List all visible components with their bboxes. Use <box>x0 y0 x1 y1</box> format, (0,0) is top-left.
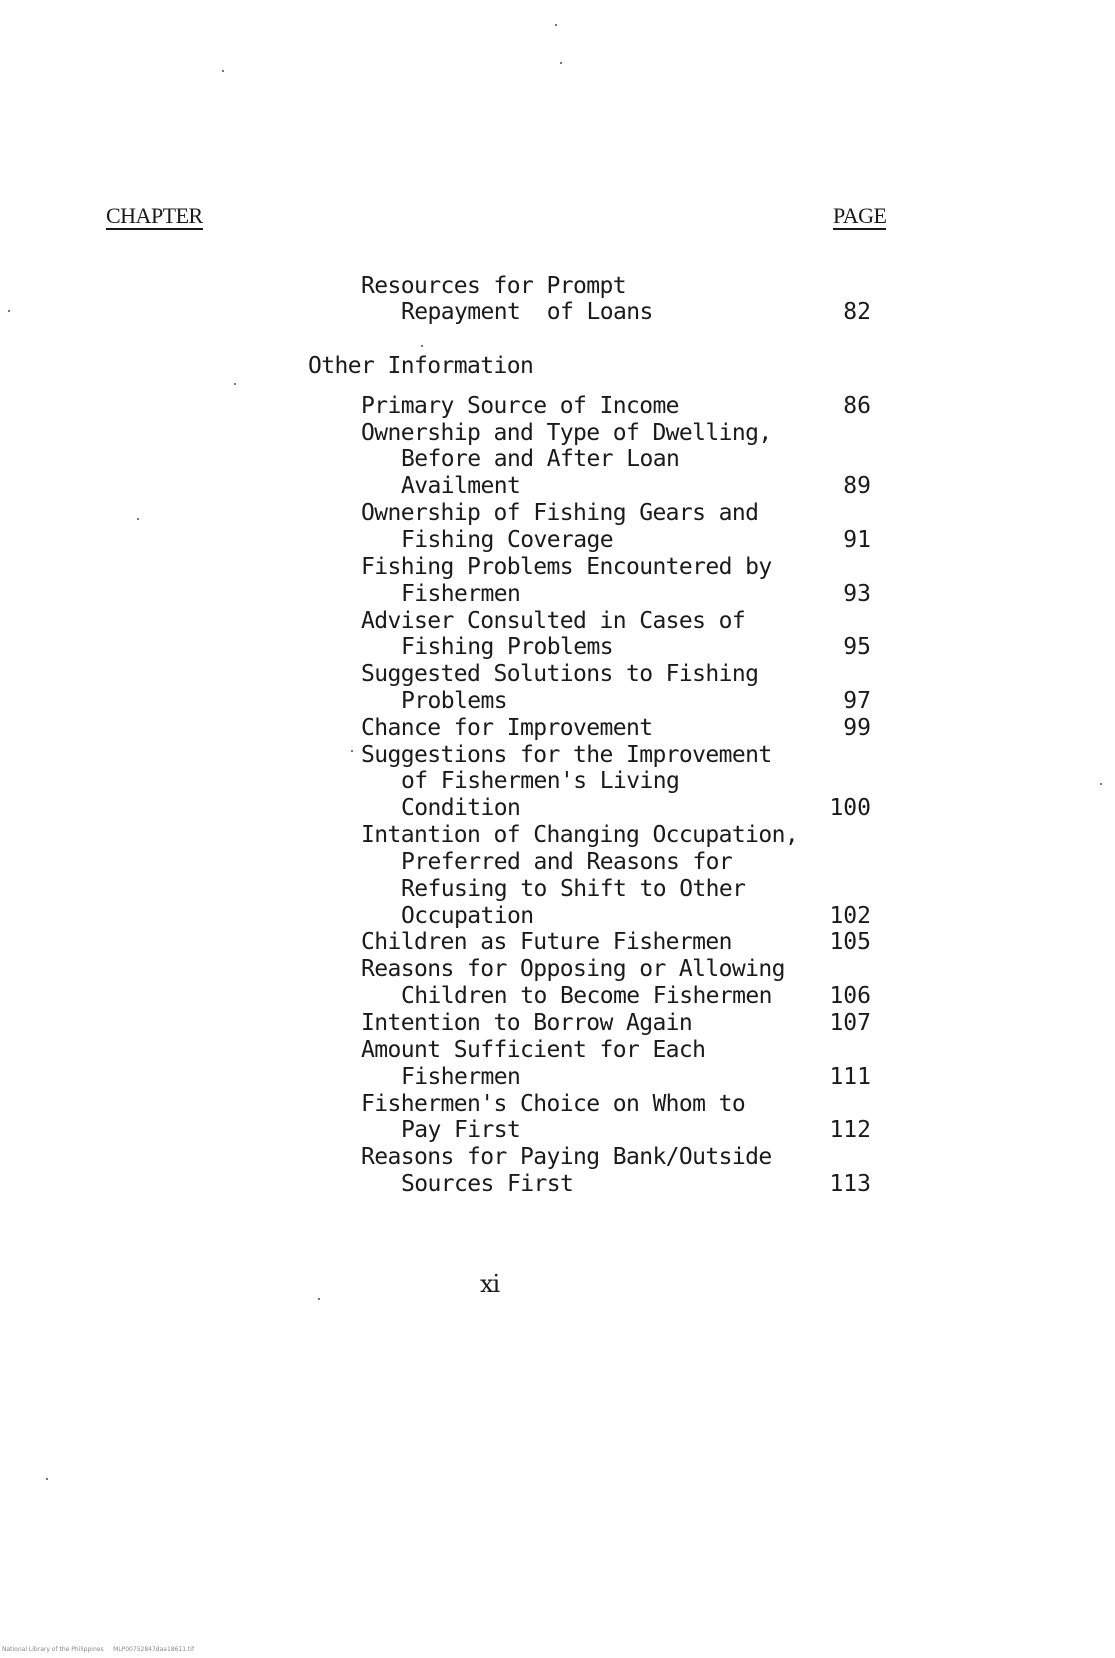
toc-entry-text: Occupation <box>401 903 534 929</box>
scan-speck <box>1100 783 1102 785</box>
toc-page-number: 97 <box>843 688 871 714</box>
toc-entry-text: Refusing to Shift to Other <box>401 876 746 902</box>
scan-speck <box>555 24 557 26</box>
toc-entry-text: Fishing Problems Encountered by <box>361 554 772 580</box>
scan-speck <box>8 310 10 312</box>
toc-entry-text: Children as Future Fishermen <box>361 929 732 955</box>
scan-speck <box>234 383 236 385</box>
toc-page-number: 82 <box>843 299 871 325</box>
toc-entry-text: Fishermen's Choice on Whom to <box>361 1091 746 1117</box>
toc-page-number: 107 <box>829 1010 871 1036</box>
toc-entry-text: Intention to Borrow Again <box>361 1010 693 1036</box>
chapter-column-header: CHAPTER <box>106 203 203 228</box>
toc-page-number: 105 <box>829 929 871 955</box>
toc-entry-text: Condition <box>401 795 521 821</box>
scan-source-caption: National Library of the Philippines MLP00752847daa18611.tif <box>2 1646 195 1653</box>
toc-entry-text: Problems <box>401 688 507 714</box>
scan-speck <box>222 70 224 72</box>
toc-entry-text: Suggestions for the Improvement <box>361 742 772 768</box>
toc-page-number: 93 <box>843 581 871 607</box>
toc-entry-text: Chance for Improvement <box>361 715 653 741</box>
toc-entry-text: Suggested Solutions to Fishing <box>361 661 759 687</box>
toc-entry-text: Pay First <box>401 1117 521 1143</box>
scan-speck <box>137 518 139 520</box>
toc-entry-text: Preferred and Reasons for <box>401 849 733 875</box>
toc-entry-text: Ownership and Type of Dwelling, <box>361 420 772 446</box>
page-column-header: PAGE <box>833 203 887 228</box>
toc-page-number: 113 <box>829 1171 871 1197</box>
toc-entry-text: Resources for Prompt <box>361 273 626 299</box>
toc-entry-text: Availment <box>401 473 521 499</box>
toc-entry-text: Fishermen <box>401 1064 521 1090</box>
scan-speck <box>560 62 562 64</box>
toc-page-number: 106 <box>829 983 871 1009</box>
toc-entry-text: Ownership of Fishing Gears and <box>361 500 759 526</box>
toc-section-title: Other Information <box>308 353 534 379</box>
scan-speck <box>318 1298 320 1300</box>
toc-entry-text: Fishing Problems <box>401 634 613 660</box>
toc-page-number: 111 <box>829 1064 871 1090</box>
toc-page-number: 91 <box>843 527 871 553</box>
scan-speck <box>421 345 423 347</box>
toc-entry-text: Repayment of Loans <box>401 299 653 325</box>
toc-entry-text: Before and After Loan <box>401 446 680 472</box>
toc-entry-text: Adviser Consulted in Cases of <box>361 608 746 634</box>
toc-entry-text: of Fishermen's Living <box>401 768 680 794</box>
toc-entry-text: Amount Sufficient for Each <box>361 1037 706 1063</box>
toc-page-number: 89 <box>843 473 871 499</box>
scan-speck <box>351 750 353 752</box>
toc-entry-text: Sources First <box>401 1171 574 1197</box>
toc-page-number: 86 <box>843 393 871 419</box>
toc-entry-text: Fishermen <box>401 581 521 607</box>
toc-entry-text: Primary Source of Income <box>361 393 679 419</box>
toc-entry-text: Reasons for Opposing or Allowing <box>361 956 785 982</box>
toc-page-number: 95 <box>843 634 871 660</box>
toc-entry-text: Children to Become Fishermen <box>401 983 772 1009</box>
scan-speck <box>46 1478 48 1480</box>
toc-entry-text: Intantion of Changing Occupation, <box>361 822 799 848</box>
toc-page-number: 112 <box>829 1117 871 1143</box>
toc-entry-text: Reasons for Paying Bank/Outside <box>361 1144 772 1170</box>
toc-page-number: 99 <box>843 715 871 741</box>
page-number-footer: xi <box>480 1270 500 1298</box>
toc-page-number: 102 <box>829 903 871 929</box>
toc-page-number: 100 <box>829 795 871 821</box>
toc-entry-text: Fishing Coverage <box>401 527 613 553</box>
